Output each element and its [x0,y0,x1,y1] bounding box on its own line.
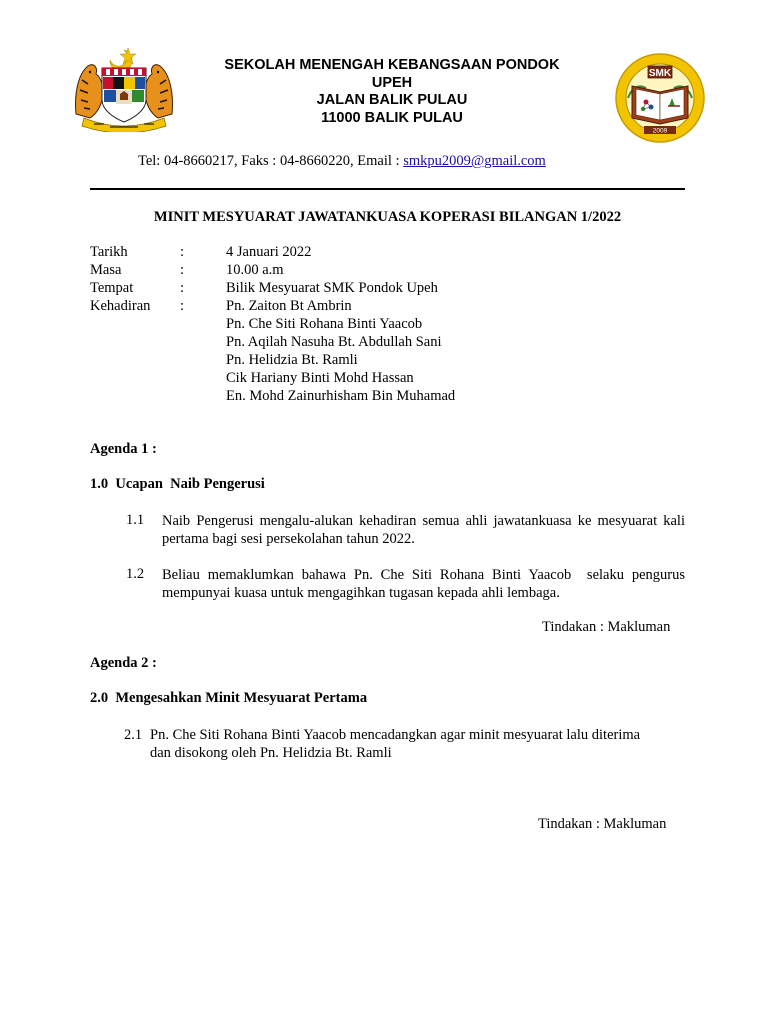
school-header [196,57,588,127]
item-number: 1.1 [126,512,145,528]
item-text-line: Pn. Che Siti Rohana Binti Yaacob mencadangkan agar minit mesyuarat lalu diterima [150,727,641,743]
document-title: MINIT MESYUARAT JAWATANKUASA KOPERASI BILANGAN 1/2022 [153,209,622,225]
attendee-list [226,315,455,405]
agenda-1-label: Agenda 1 : [90,441,157,457]
email-link[interactable]: smkpu2009@gmail.com [403,153,546,169]
info-row-attendance [90,297,438,315]
agenda-2-label: Agenda 2 : [90,655,157,671]
info-value: Bilik Mesyuarat SMK Pondok Upeh [226,280,438,296]
svg-text:2009: 2009 [652,127,668,135]
school-name-line-1: SEKOLAH MENENGAH KEBANGSAAN PONDOK [224,57,560,73]
school-address-line-2: 11000 BALIK PULAU [321,109,463,126]
info-label: Tarikh [90,244,128,260]
info-label: Kehadiran [90,298,151,314]
info-value: 10.00 a.m [226,262,284,278]
item-number: 2.1 [124,727,143,743]
header-divider [90,188,685,190]
info-row-venue [90,279,438,297]
info-colon: : [180,280,185,296]
info-colon: : [180,244,185,260]
svg-text:SMK: SMK [648,68,672,79]
item-text: Naib Pengerusi mengalu-alukan kehadiran semua ahli jawatankuasa ke mesyuarat kali pertama bagi sesi persekolahan tahun 2022. [162,513,685,547]
school-logo [614,52,706,144]
school-address-line-1: JALAN BALIK PULAU [316,92,468,108]
info-value: Pn. Zaiton Bt Ambrin [226,298,352,314]
attendee-name: Pn. Aqilah Nasuha Bt. Abdullah Sani [226,334,442,350]
item-number: 1.2 [126,566,145,582]
attendee-name: Pn. Che Siti Rohana Binti Yaacob [226,316,423,332]
item-text-line: dan disokong oleh Pn. Helidzia Bt. Ramli [150,745,392,761]
info-label: Masa [90,262,122,278]
school-name-line-2: UPEH [371,74,413,91]
item-text: Beliau memaklumkan bahawa Pn. Che Siti Rohana Binti Yaacob selaku pengurus mempunyai kuasa untuk mengagihkan tugasan kepada ahli lembaga. [162,567,689,601]
info-colon: : [180,298,185,314]
attendee-name: En. Mohd Zainurhisham Bin Muhamad [226,388,456,404]
attendee-name: Pn. Helidzia Bt. Ramli [226,352,358,368]
info-row-date [90,243,438,261]
agenda-2-heading: 2.0 Mengesahkan Minit Mesyuarat Pertama [90,690,368,706]
info-label: Tempat [90,280,134,296]
agenda-1-heading: 1.0 Ucapan Naib Pengerusi [90,476,265,492]
info-row-time [90,261,438,279]
info-value: 4 Januari 2022 [226,244,312,260]
info-colon: : [180,262,185,278]
contact-line [138,153,546,170]
meeting-info [90,243,438,315]
action-note: Tindakan : Makluman [542,619,671,635]
contact-phone-fax: Tel: 04-8660217, Faks : 04-8660220, Email : [138,153,404,169]
action-note: Tindakan : Makluman [538,816,667,832]
attendee-name: Cik Hariany Binti Mohd Hassan [226,370,414,386]
coat-of-arms-emblem [70,44,178,132]
